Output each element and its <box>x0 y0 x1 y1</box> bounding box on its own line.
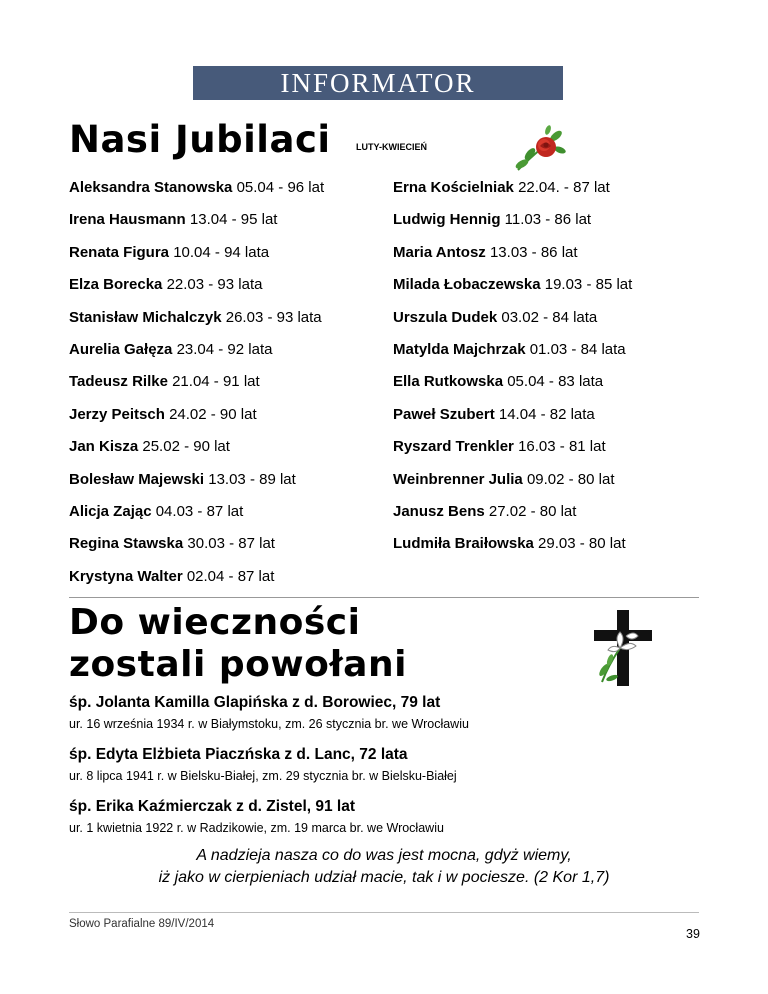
jubilee-date-age: 05.04 - 83 lata <box>507 373 604 391</box>
jubilee-name: Stanisław Michalczyk <box>69 308 222 326</box>
jubilee-name: Milada Łobaczewska <box>393 276 541 294</box>
jubilee-date-age: 27.02 - 80 lat <box>488 503 577 520</box>
jubilee-date-age: 22.04. - 87 lat <box>518 179 610 196</box>
jubilee-name: Jerzy Peitsch <box>69 405 165 423</box>
jubilee-entry <box>393 471 615 488</box>
jubilee-name: Ludmiła Braiłowska <box>393 535 534 553</box>
jubilee-name: Paweł Szubert <box>393 405 495 423</box>
jubilee-date-age: 19.03 - 85 lat <box>544 276 633 294</box>
footer-divider <box>69 912 699 913</box>
jubilee-date-age: 23.04 - 92 lata <box>176 341 273 358</box>
bible-quote-line2: iż jako w cierpieniach udział macie, tak i w pociesze. (2 Kor 1,7) <box>158 869 610 886</box>
jubilee-date-age: 11.03 - 86 lat <box>504 211 592 229</box>
jubilee-name: Elza Borecka <box>69 276 163 294</box>
jubilee-name: Alicja Zając <box>69 503 152 520</box>
jubilee-date-age: 09.02 - 80 lat <box>526 470 615 488</box>
jubilee-date-age: 26.03 - 93 lata <box>225 308 322 326</box>
obituary-details: ur. 16 września 1934 r. w Białymstoku, zm. 26 stycznia br. we Wrocławiu <box>69 717 469 731</box>
obituary-title-line1: Do wieczności <box>69 602 361 643</box>
obituary-name: śp. Jolanta Kamilla Glapińska z d. Borowiec, 79 lat <box>69 694 441 711</box>
jubilee-entry <box>69 535 275 552</box>
jubilaci-title: Nasi Jubilaci <box>69 118 331 161</box>
jubilee-name: Jan Kisza <box>69 438 139 456</box>
obituary-name: śp. Erika Kaźmierczak z d. Zistel, 91 lat <box>69 798 356 815</box>
jubilee-name: Weinbrenner Julia <box>393 470 523 488</box>
page-number: 39 <box>686 927 700 941</box>
obituary-title <box>69 602 407 686</box>
jubilee-date-age: 02.04 - 87 lat <box>186 567 275 585</box>
jubilee-entry <box>69 341 272 358</box>
jubilee-entry <box>69 406 257 423</box>
jubilee-entry <box>393 244 578 261</box>
obituary-details: ur. 1 kwietnia 1922 r. w Radzikowie, zm. 19 marca br. we Wrocławiu <box>69 821 444 835</box>
section-divider <box>69 597 699 598</box>
jubilee-entry <box>69 438 230 455</box>
jubilee-name: Renata Figura <box>69 243 170 261</box>
cross-with-lily-icon <box>590 608 656 688</box>
jubilee-entry <box>393 503 576 520</box>
jubilee-entry <box>393 373 603 390</box>
jubilee-name: Aurelia Gałęza <box>69 341 173 358</box>
jubilaci-subtitle: LUTY-KWIECIEŃ <box>356 142 427 152</box>
obituary-details: ur. 8 lipca 1941 r. w Bielsku-Białej, zm. 29 stycznia br. w Bielsku-Białej <box>69 769 457 783</box>
bible-quote-line1: A nadzieja nasza co do was jest mocna, gdyż wiemy, <box>196 847 572 864</box>
jubilee-entry <box>69 211 277 228</box>
jubilee-entry <box>69 568 274 585</box>
obituary-title-line2: zostali powołani <box>69 644 407 685</box>
jubilee-date-age: 14.04 - 82 lata <box>498 405 595 423</box>
jubilee-entry <box>69 179 324 196</box>
jubilee-entry <box>393 341 626 358</box>
jubilee-date-age: 24.02 - 90 lat <box>169 405 257 423</box>
jubilee-date-age: 10.04 - 94 lata <box>173 243 270 261</box>
jubilee-entry <box>393 179 610 196</box>
jubilee-name: Erna Kościelniak <box>393 179 514 196</box>
jubilee-name: Janusz Bens <box>393 503 485 520</box>
jubilee-name: Urszula Dudek <box>393 308 498 326</box>
jubilee-entry <box>69 503 243 520</box>
jubilee-name: Krystyna Walter <box>69 567 183 585</box>
jubilee-entry <box>69 309 322 326</box>
jubilee-entry <box>69 373 260 390</box>
jubilee-entry <box>69 471 296 488</box>
jubilee-name: Tadeusz Rilke <box>69 373 168 391</box>
jubilee-entry <box>393 535 626 552</box>
jubilee-name: Irena Hausmann <box>69 211 186 229</box>
jubilee-name: Ryszard Trenkler <box>393 438 514 456</box>
jubilee-name: Matylda Majchrzak <box>393 341 526 358</box>
jubilee-name: Aleksandra Stanowska <box>69 179 233 196</box>
jubilee-entry <box>393 406 595 423</box>
jubilee-entry <box>69 244 269 261</box>
jubilee-entry <box>393 438 606 455</box>
jubilee-date-age: 25.02 - 90 lat <box>142 438 230 456</box>
jubilee-date-age: 04.03 - 87 lat <box>155 503 244 520</box>
jubilee-entry <box>393 276 632 293</box>
rose-icon <box>508 124 570 176</box>
jubilee-name: Maria Antosz <box>393 243 486 261</box>
obituary-name: śp. Edyta Elżbieta Piaczńska z d. Lanc, 72 lata <box>69 746 408 763</box>
jubilee-date-age: 22.03 - 93 lata <box>166 276 263 294</box>
jubilee-entry <box>393 211 591 228</box>
jubilee-name: Regina Stawska <box>69 535 184 553</box>
jubilee-date-age: 05.04 - 96 lat <box>236 179 325 196</box>
jubilee-date-age: 30.03 - 87 lat <box>187 535 275 553</box>
jubilee-name: Ella Rutkowska <box>393 373 504 391</box>
jubilee-name: Ludwig Hennig <box>393 211 501 229</box>
jubilee-entry <box>69 276 262 293</box>
jubilee-date-age: 13.03 - 89 lat <box>208 470 296 488</box>
jubilee-date-age: 16.03 - 81 lat <box>518 438 606 456</box>
jubilee-date-age: 29.03 - 80 lat <box>538 535 626 553</box>
jubilee-date-age: 21.04 - 91 lat <box>172 373 260 391</box>
footer-publication: Słowo Parafialne 89/IV/2014 <box>69 918 215 930</box>
jubilee-date-age: 13.04 - 95 lat <box>189 211 278 229</box>
jubilee-date-age: 03.02 - 84 lata <box>501 308 598 326</box>
jubilee-name: Bolesław Majewski <box>69 470 205 488</box>
jubilee-entry <box>393 309 597 326</box>
jubilee-date-age: 13.03 - 86 lat <box>489 243 578 261</box>
section-banner: INFORMATOR <box>193 66 563 100</box>
jubilee-date-age: 01.03 - 84 lata <box>529 341 626 358</box>
